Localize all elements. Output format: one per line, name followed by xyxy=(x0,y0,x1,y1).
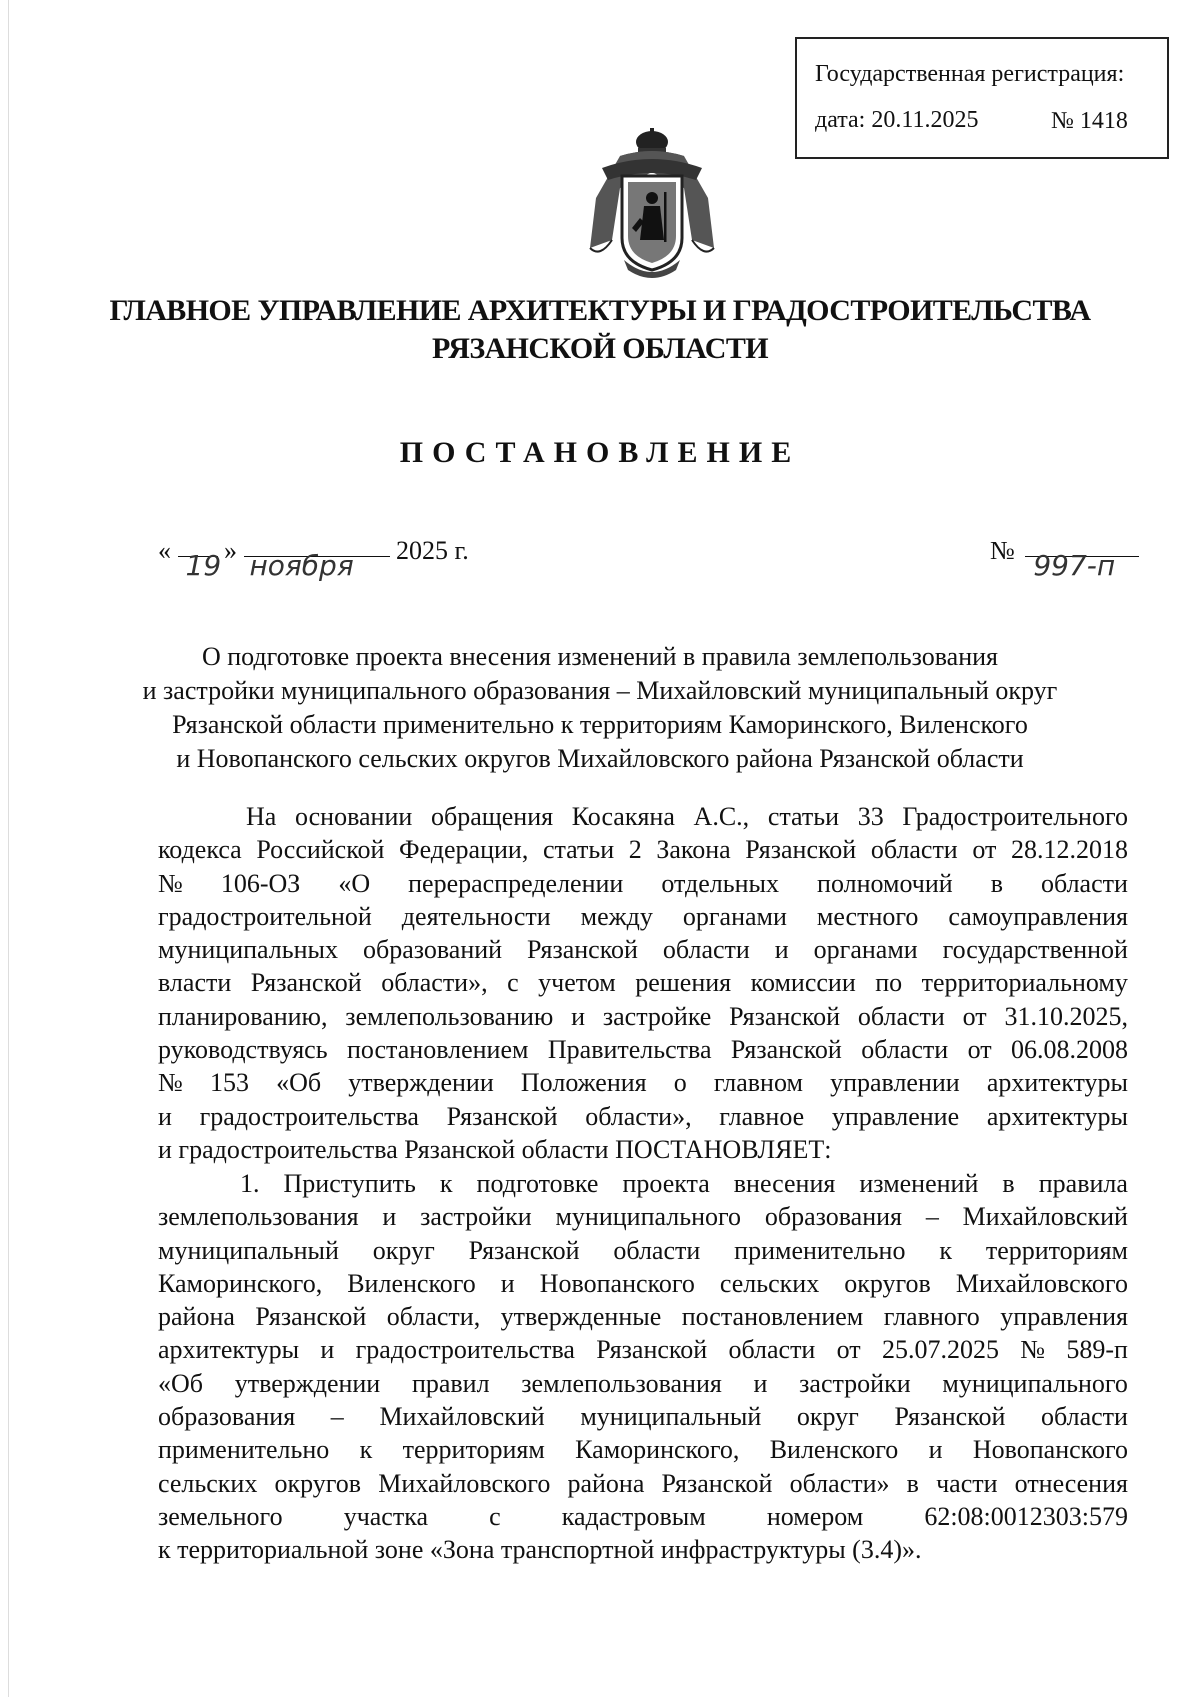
registration-title: Государственная регистрация: xyxy=(815,61,1125,87)
registration-date: дата: 20.11.2025 xyxy=(815,107,979,133)
date-close-quote: » xyxy=(224,536,237,565)
preamble-line: и градостроительства Рязанской области ПОСТАНОВЛЯЕТ: xyxy=(158,1134,832,1164)
registration-number: № 1418 xyxy=(1051,108,1128,134)
subject-line: и застройки муниципального образования – Михайловский муниципальный округ xyxy=(142,676,1058,705)
preamble-line: градостроительной деятельности между органами местного самоуправления xyxy=(158,901,1128,931)
handwritten-month: ноября xyxy=(249,549,354,582)
registration-stamp xyxy=(795,37,1169,159)
preamble-line: планированию, землепользованию и застройке Рязанской области от 31.10.2025, xyxy=(158,1001,1128,1031)
preamble-line: № 153 «Об утверждении Положения о главном управлении архитектуры xyxy=(158,1068,1128,1098)
clause-line: земельного участка с кадастровым номером 62:08:0012303:579 xyxy=(158,1501,1128,1531)
document-subject xyxy=(120,640,1080,776)
preamble-line: и градостроительства Рязанской области», главное управление архитектуры xyxy=(158,1101,1128,1131)
handwritten-day: 19 xyxy=(185,549,222,582)
preamble-line: На основании обращения Косакяна А.С., статьи 33 Градостроительного xyxy=(246,802,1128,831)
clause-line: «Об утверждении правил землепользования и застройки муниципального xyxy=(158,1368,1128,1398)
date-year: 2025 г. xyxy=(396,536,469,565)
subject-line: Рязанской области применительно к территориям Каморинского, Виленского xyxy=(172,710,1028,739)
clause-line: 1. Приступить к подготовке проекта внесения изменений в правила xyxy=(240,1169,1128,1198)
clause-line: муниципальный округ Рязанской области применительно к территориям xyxy=(158,1235,1128,1265)
subject-line: и Новопанского сельских округов Михайловского района Рязанской области xyxy=(176,744,1024,773)
date-open-quote: « xyxy=(158,536,171,565)
preamble-line: руководствуясь постановлением Правительства Рязанской области от 06.08.2008 xyxy=(158,1035,1128,1065)
clause-line: архитектуры и градостроительства Рязанской области от 25.07.2025 № 589-п xyxy=(158,1335,1128,1365)
preamble-line: кодекса Российской Федерации, статьи 2 Закона Рязанской области от 28.12.2018 xyxy=(158,835,1128,865)
document-date xyxy=(158,536,469,582)
clause-line: Каморинского, Виленского и Новопанского сельских округов Михайловского xyxy=(158,1268,1128,1298)
clause-line: образования – Михайловский муниципальный округ Рязанской области xyxy=(158,1402,1128,1432)
clause-1 xyxy=(158,1167,1128,1567)
handwritten-number: 997-п xyxy=(1033,549,1116,582)
clause-line: землепользования и застройки муниципального образования – Михайловский xyxy=(158,1202,1128,1232)
clause-line: района Рязанской области, утвержденные постановлением главного управления xyxy=(158,1302,1128,1332)
subject-line: О подготовке проекта внесения изменений в правила землепользования xyxy=(201,642,998,671)
coat-of-arms-icon xyxy=(580,128,725,286)
organization-name-line2: РЯЗАНСКОЙ ОБЛАСТИ xyxy=(432,332,768,365)
document-type-title: ПОСТАНОВЛЕНИЕ xyxy=(399,436,801,469)
clause-line: применительно к территориям Каморинского, Виленского и Новопанского xyxy=(158,1435,1128,1465)
organization-name-line1: ГЛАВНОЕ УПРАВЛЕНИЕ АРХИТЕКТУРЫ И ГРАДОСТРОИТЕЛЬСТВА xyxy=(109,294,1091,327)
preamble-line: власти Рязанской области», с учетом решения комиссии по территориальному xyxy=(158,968,1128,998)
clause-line: к территориальной зоне «Зона транспортной инфраструктуры (3.4)». xyxy=(158,1535,922,1565)
preamble-line: № 106-ОЗ «О перераспределении отдельных полномочий в области xyxy=(158,868,1128,898)
number-prefix: № xyxy=(990,536,1015,565)
document-number xyxy=(990,536,1139,582)
clause-line: сельских округов Михайловского района Рязанской области» в части отнесения xyxy=(158,1468,1128,1498)
preamble-line: муниципальных образований Рязанской области и органами государственной xyxy=(158,935,1128,965)
scan-edge-line xyxy=(8,0,9,1697)
preamble-paragraph xyxy=(158,800,1128,1166)
